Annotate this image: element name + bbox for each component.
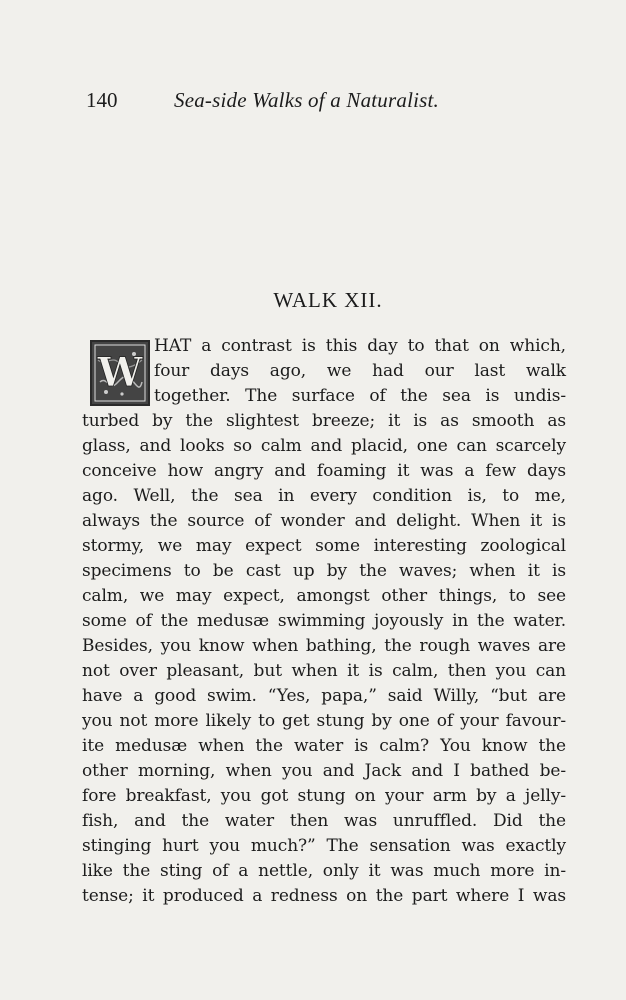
- text-line: stinging hurt you much?” The sensation was exactly: [82, 836, 566, 856]
- text-line: glass, and looks so calm and placid, one can scarcely: [82, 436, 566, 456]
- chapter-title: WALK XII.: [273, 288, 383, 312]
- text-line: HAT a contrast is this day to that on which,: [154, 336, 566, 356]
- running-head: [86, 88, 546, 116]
- text-line: stormy, we may expect some interesting zoological: [82, 536, 566, 556]
- text-line: conceive how angry and foaming it was a few days: [82, 461, 566, 481]
- text-line: fore breakfast, you got stung on your arm by a jelly-: [82, 786, 566, 806]
- svg-text:W: W: [97, 349, 143, 396]
- body-text: [82, 334, 566, 909]
- text-line: tense; it produced a redness on the part where I was: [82, 886, 566, 906]
- ornament-w-icon: [92, 342, 148, 404]
- text-line: calm, we may expect, amongst other things, to see: [82, 586, 566, 606]
- text-line: turbed by the slightest breeze; it is as smooth as: [82, 411, 566, 431]
- text-line: ago. Well, the sea in every condition is, to me,: [82, 486, 566, 506]
- text-line: like the sting of a nettle, only it was much more in-: [82, 861, 566, 881]
- text-line: four days ago, we had our last walk: [154, 361, 566, 381]
- text-line: have a good swim. “Yes, papa,” said Willy, “but are: [82, 686, 566, 706]
- text-line: ite medusæ when the water is calm? You know the: [82, 736, 566, 756]
- text-line: some of the medusæ swimming joyously in the water.: [82, 611, 566, 631]
- text-line: always the source of wonder and delight. When it is: [82, 511, 566, 531]
- text-line: not over pleasant, but when it is calm, then you can: [82, 661, 566, 681]
- text-line: other morning, when you and Jack and I bathed be-: [82, 761, 566, 781]
- decorative-initial-w: [90, 340, 150, 406]
- page-number: 140: [86, 88, 118, 112]
- running-title: Sea-side Walks of a Naturalist.: [174, 88, 440, 112]
- text-line: fish, and the water then was unruffled. Did the: [82, 811, 566, 831]
- text-line: together. The surface of the sea is undis-: [154, 386, 566, 406]
- text-line: you not more likely to get stung by one of your favour-: [82, 711, 566, 731]
- text-line: Besides, you know when bathing, the rough waves are: [82, 636, 566, 656]
- text-line: specimens to be cast up by the waves; when it is: [82, 561, 566, 581]
